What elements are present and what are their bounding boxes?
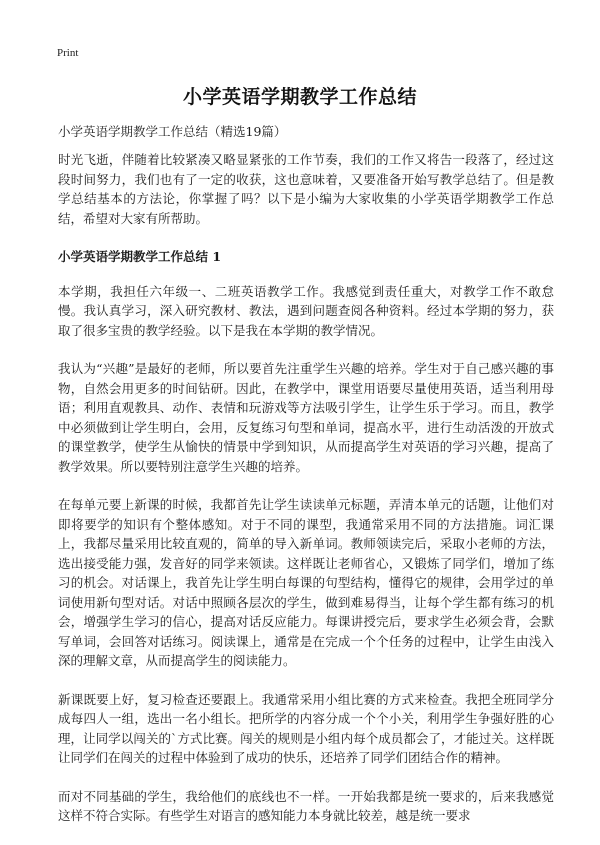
section-heading: 小学英语学期教学工作总结 1 (58, 249, 222, 264)
document-title: 小学英语学期教学工作总结 (182, 86, 417, 108)
document-body (58, 150, 554, 845)
print-label: Print (57, 47, 79, 59)
body-paragraph-3: 在每单元要上新课的时候，我都首先让学生读读单元标题，弄清本单元的话题，让他们对即将要学的知识有个整体感知。对于不同的课型，我通常采用不同的方法措施。词汇课上，我都尽量采用比较直观的，简单的导入新单词。教师领读完后，采取小老师的方法，选出接受能力强，发音好的同学来领读。这样既让老师省心，又锻炼了同学们，增加了练习的机会。对话课上，我首先让学生明白每课的句型结构，懂得它的规律，会用学过的单词使用新句型对话。对话中照顾各层次的学生，做到难易得当，让每个学生都有练习的机会，增强学生学习的信心，提高对话反应能力。每课讲授完后，要求学生必须会背，会默写单词，会回答对话练习。阅读课上，通常是在完成一个个任务的过程中，让学生由浅入深的理解文章，从而提高学生的阅读能力。 (58, 497, 554, 668)
body-paragraph-5: 而对不同基础的学生，我给他们的底线也不一样。一开始我都是统一要求的，后来我感觉这样不符合实际。有些学生对语言的感知能力本身就比较差，越是统一要求 (58, 788, 554, 823)
document-subtitle: 小学英语学期教学工作总结（精选19篇） (58, 124, 287, 139)
body-paragraph-1: 本学期，我担任六年级一、二班英语教学工作。我感觉到责任重大，对教学工作不敢怠慢。我认真学习，深入研究教材、教法，遇到问题查阅各种资料。经过本学期的努力，获取了很多宝贵的教学经验。以下是我在本学期的教学情况。 (58, 283, 554, 338)
body-paragraph-4: 新课既要上好，复习检查还要跟上。我通常采用小组比赛的方式来检查。我把全班同学分成每四人一组，选出一名小组长。把所学的内容分成一个个小关，利用学生争强好胜的心理，让同学以闯关的`方式比赛。闯关的规则是小组内每个成员都会了，才能过关。这样既让同学们在闯关的过程中体验到了成功的快乐，还培养了同学们团结合作的精神。 (58, 691, 554, 765)
body-paragraph-2: 我认为“兴趣”是最好的老师，所以要首先注重学生兴趣的培养。学生对于自己感兴趣的事物，自然会用更多的时间钻研。因此，在教学中，课堂用语要尽量使用英语，适当利用母语；利用直观教具、动作、表情和玩游戏等方法吸引学生，让学生乐于学习。而且，教学中必须做到让学生明白，会用，反复练习句型和单词，提高水平，进行生动活泼的开放式的课堂教学，使学生从愉快的情景中学到知识，从而提高学生对英语的学习兴趣，提高了教学效果。所以要特别注意学生兴趣的培养。 (58, 361, 554, 474)
intro-paragraph: 时光飞逝，伴随着比较紧凑又略显紧张的工作节奏，我们的工作又将告一段落了，经过这段时间努力，我们也有了一定的收获，这也意味着，又要准备开始写教学总结了。但是教学总结基本的方法论，你掌握了吗？以下是小编为大家收集的小学英语学期教学工作总结，希望对大家有所帮助。 (58, 152, 554, 226)
